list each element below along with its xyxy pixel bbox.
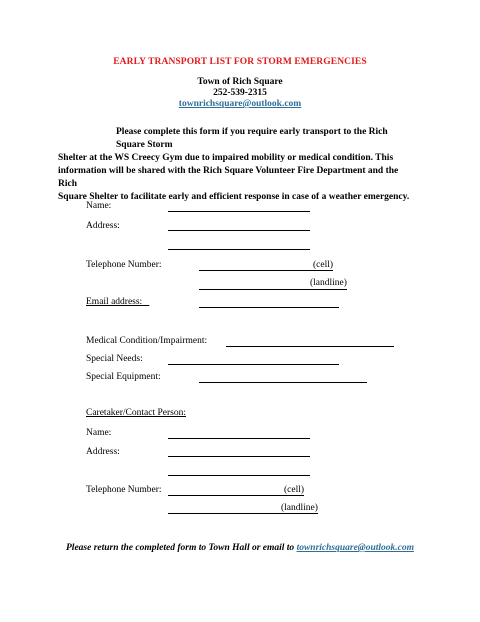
footer-email-link[interactable]: townrichsquare@outlook.com [296, 543, 414, 553]
name-field[interactable] [168, 211, 310, 212]
special-needs-label: Special Needs: [86, 354, 143, 364]
caretaker-landline-field[interactable] [168, 513, 318, 514]
special-equipment-label: Special Equipment: [86, 372, 161, 382]
intro-line-1: Please complete this form if you require early transport to the Rich Square Storm [116, 127, 388, 150]
caretaker-address-label: Address: [86, 447, 120, 457]
caretaker-address-field-line-2[interactable] [168, 475, 310, 476]
address-field-line-1[interactable] [168, 230, 310, 231]
intro-paragraph [58, 126, 418, 204]
email-label-text: Email address: [86, 297, 143, 307]
caretaker-address-field-line-1[interactable] [168, 456, 310, 457]
org-phone: 252-539-2315 [213, 88, 267, 98]
landline-phone-field[interactable] [199, 289, 347, 290]
return-instructions-text: Please return the completed form to Town Hall or email to [66, 543, 297, 553]
address-field-line-2[interactable] [168, 249, 310, 250]
special-equipment-field[interactable] [199, 382, 367, 383]
caretaker-landline-suffix: (landline) [281, 503, 318, 513]
caretaker-cell-suffix: (cell) [284, 485, 305, 495]
org-name: Town of Rich Square [197, 77, 283, 87]
medical-condition-field[interactable] [226, 346, 394, 347]
cell-suffix: (cell) [313, 260, 334, 270]
form-title: EARLY TRANSPORT LIST FOR STORM EMERGENCIES [113, 57, 367, 67]
cell-phone-field[interactable] [199, 270, 333, 271]
intro-line-2: Shelter at the WS Creecy Gym due to impaired mobility or medical condition. This [58, 153, 394, 163]
intro-line-4: Square Shelter to facilitate early and efficient response in case of a weather emergency. [58, 192, 410, 202]
org-email-text[interactable]: townrichsquare@outlook.com [178, 99, 302, 109]
caretaker-name-label: Name: [86, 428, 112, 438]
org-email-link[interactable] [0, 99, 480, 109]
medical-condition-label: Medical Condition/Impairment: [86, 336, 208, 346]
landline-suffix: (landline) [310, 278, 347, 288]
caretaker-section-label: Caretaker/Contact Person: [86, 408, 186, 418]
caretaker-cell-field[interactable] [168, 495, 304, 496]
address-label: Address: [86, 221, 120, 231]
caretaker-name-field[interactable] [168, 438, 310, 439]
email-field[interactable] [199, 307, 339, 308]
return-instructions [0, 543, 480, 553]
intro-line-3: information will be shared with the Rich Square Volunteer Fire Department and the Rich [58, 166, 399, 189]
caretaker-telephone-label: Telephone Number: [86, 485, 162, 495]
name-label: Name: [86, 201, 112, 211]
email-label [86, 297, 149, 307]
special-needs-field[interactable] [168, 364, 339, 365]
telephone-label: Telephone Number: [86, 260, 162, 270]
